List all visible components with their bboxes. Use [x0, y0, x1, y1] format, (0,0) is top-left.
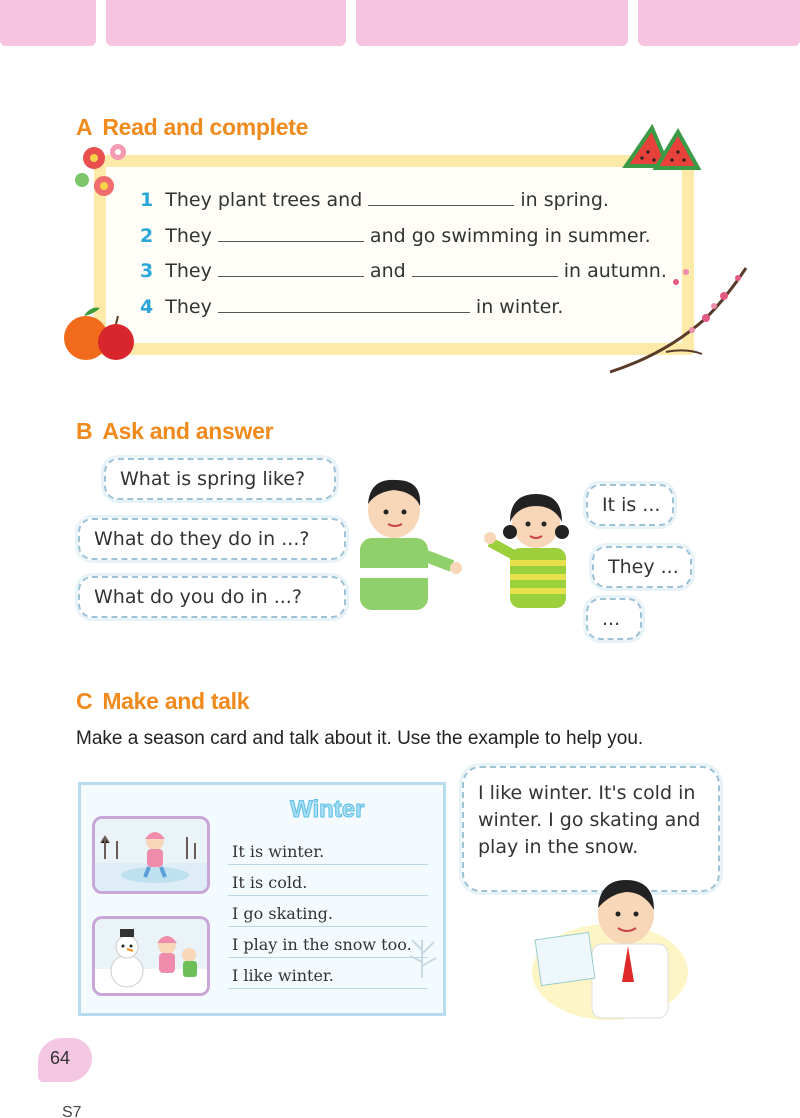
answer-blank[interactable]	[218, 295, 470, 313]
card-rule	[228, 895, 428, 896]
item-text: They	[165, 296, 212, 318]
flowers-illustration	[64, 140, 140, 202]
item-text: in winter.	[475, 296, 564, 318]
exercise-item-3	[140, 259, 667, 282]
tree-sketch-icon	[402, 930, 442, 980]
answer-blank[interactable]	[368, 188, 514, 206]
item-text: and	[369, 260, 406, 282]
item-text: and go swimming in summer.	[369, 225, 651, 247]
speech-bubble: I like winter. It's cold in winter. I go skating and play in the snow.	[462, 766, 720, 892]
instruction-text: Make a season card and talk about it. Use the example to help you.	[76, 728, 644, 749]
section-letter: B	[76, 418, 93, 444]
fruit-illustration	[60, 302, 140, 364]
answer-bubble: It is ...	[586, 484, 674, 526]
skating-scene-illustration	[92, 816, 210, 894]
card-line: It is winter.	[232, 842, 325, 861]
card-title: Winter	[290, 796, 365, 823]
section-title: Make and talk	[102, 688, 250, 714]
section-title: Read and complete	[102, 114, 309, 140]
card-rule	[228, 957, 428, 958]
answer-bubble: ...	[586, 598, 642, 640]
card-line: I like winter.	[232, 966, 334, 985]
item-text: They	[165, 225, 212, 247]
item-text: in spring.	[520, 189, 609, 211]
item-number: 1	[140, 189, 154, 211]
item-text: They	[165, 260, 212, 282]
top-tab	[0, 0, 96, 46]
item-text: in autumn.	[563, 260, 667, 282]
section-c-heading	[76, 688, 249, 715]
question-bubble: What do you do in ...?	[78, 576, 346, 618]
girl-illustration	[484, 488, 580, 610]
top-tab	[638, 0, 800, 46]
item-number: 3	[140, 260, 154, 282]
exercise-item-4	[140, 295, 563, 318]
card-rule	[228, 926, 428, 927]
item-number: 4	[140, 296, 154, 318]
boy-with-card-illustration	[530, 872, 690, 1022]
section-letter: C	[76, 688, 93, 714]
item-number: 2	[140, 225, 154, 247]
section-title: Ask and answer	[102, 418, 274, 444]
section-letter: A	[76, 114, 93, 140]
watermelon-illustration	[622, 122, 704, 178]
top-tab	[106, 0, 346, 46]
top-tab	[356, 0, 628, 46]
answer-blank[interactable]	[218, 224, 364, 242]
boy-illustration	[348, 476, 468, 614]
card-line: I play in the snow too.	[232, 935, 412, 954]
card-line: I go skating.	[232, 904, 333, 923]
card-rule	[228, 864, 428, 865]
answer-bubble: They ...	[592, 546, 692, 588]
answer-blank[interactable]	[218, 259, 364, 277]
exercise-item-2	[140, 224, 651, 247]
page-number: 64	[38, 1038, 92, 1082]
card-line: It is cold.	[232, 873, 308, 892]
section-b-heading	[76, 418, 273, 445]
footer-code: S7	[62, 1104, 82, 1118]
section-a-heading	[76, 114, 308, 141]
exercise-frame	[94, 155, 694, 355]
question-bubble: What do they do in ...?	[78, 518, 346, 560]
snowman-scene-illustration	[92, 916, 210, 996]
item-text: They plant trees and	[165, 189, 363, 211]
exercise-item-1	[140, 188, 609, 211]
question-bubble: What is spring like?	[104, 458, 336, 500]
card-rule	[228, 988, 428, 989]
answer-blank[interactable]	[412, 259, 558, 277]
